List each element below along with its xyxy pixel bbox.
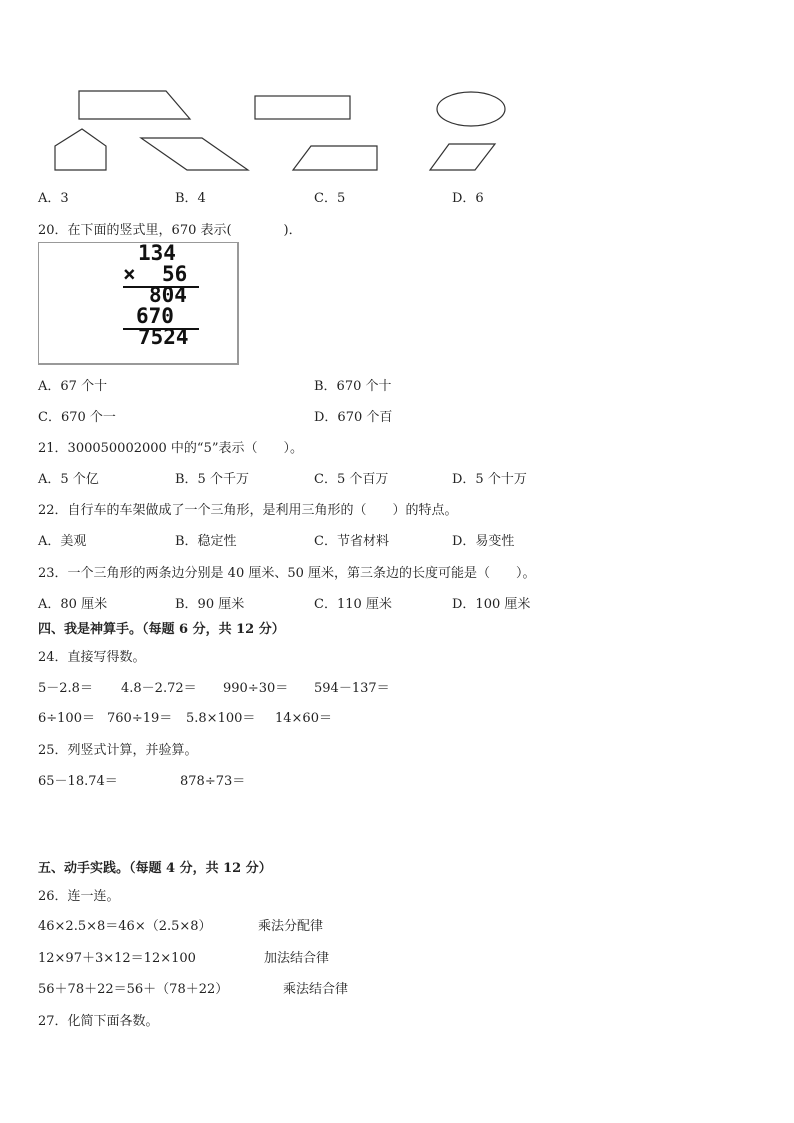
q24-item: 990÷30＝ <box>223 681 289 696</box>
rhombus-shape <box>430 144 495 170</box>
q26-left-item: 46×2.5×8＝46×（2.5×8） <box>38 919 212 934</box>
ellipse-shape <box>437 92 505 126</box>
calc-product: 7524 <box>138 325 189 349</box>
q21-option-c: C．5 个百万 <box>314 472 389 487</box>
q20-option-c: C．670 个一 <box>38 410 116 425</box>
q22-option-d: D．易变性 <box>452 534 515 549</box>
q22-stem: 22．自行车的车架做成了一个三角形，是利用三角形的（ ）的特点。 <box>38 503 458 518</box>
q27-stem: 27．化简下面各数。 <box>38 1014 159 1029</box>
q19-option-b: B．4 <box>175 191 206 206</box>
q21-stem: 21．300050002000 中的“5”表示（ ）。 <box>38 441 303 456</box>
q19-option-a: A．3 <box>38 191 69 206</box>
trapezoid-shape <box>79 91 190 119</box>
q22-option-b: B．稳定性 <box>175 534 237 549</box>
calc-partial-2: 670 <box>136 304 174 328</box>
q21-option-b: B．5 个千万 <box>175 472 249 487</box>
q26-right-item: 乘法结合律 <box>283 982 349 997</box>
section-4-title: 四、我是神算手。（每题 6 分，共 12 分） <box>38 622 285 637</box>
q26-right-item: 乘法分配律 <box>258 919 324 934</box>
q20-stem: 20．在下面的竖式里，670 表示( )． <box>38 223 302 238</box>
q23-stem: 23．一个三角形的两条边分别是 40 厘米、50 厘米，第三条边的长度可能是（ ）。 <box>38 566 536 581</box>
q20-option-b: B．670 个十 <box>314 379 392 394</box>
q21-option-a: A．5 个亿 <box>38 472 99 487</box>
q19-shapes-figure <box>0 0 794 180</box>
q24-item: 14×60＝ <box>275 711 332 726</box>
q20-option-d: D．670 个百 <box>314 410 393 425</box>
q23-option-a: A．80 厘米 <box>38 597 108 612</box>
q23-option-c: C．110 厘米 <box>314 597 392 612</box>
q24-item: 760÷19＝ <box>107 711 173 726</box>
rectangle-shape <box>255 96 350 119</box>
q26-left-item: 12×97＋3×12＝12×100 <box>38 951 196 966</box>
pentagon-shape <box>55 129 106 170</box>
calc-multiplicand: 134 <box>138 241 176 265</box>
q20-option-a: A．67 个十 <box>38 379 108 394</box>
q19-option-d: D．6 <box>452 191 484 206</box>
q24-item: 5－2.8＝ <box>38 681 93 696</box>
trapezoid-shape-2 <box>293 146 377 170</box>
vertical-multiplication-figure <box>38 242 239 365</box>
q26-left-item: 56＋78＋22＝56＋（78＋22） <box>38 982 229 997</box>
q22-option-a: A．美观 <box>38 534 87 549</box>
q22-option-c: C．节省材料 <box>314 534 389 549</box>
q24-stem: 24．直接写得数。 <box>38 650 146 665</box>
q26-stem: 26．连一连。 <box>38 889 120 904</box>
q25-stem: 25．列竖式计算，并验算。 <box>38 743 198 758</box>
q23-option-d: D．100 厘米 <box>452 597 531 612</box>
q24-item: 594－137＝ <box>314 681 390 696</box>
q21-option-d: D．5 个十万 <box>452 472 527 487</box>
q19-option-c: C．5 <box>314 191 346 206</box>
calc-multiplier: 56 <box>162 262 188 286</box>
parallelogram-shape <box>141 138 248 170</box>
q24-item: 5.8×100＝ <box>186 711 256 726</box>
q24-item: 4.8－2.72＝ <box>121 681 197 696</box>
q24-item: 6÷100＝ <box>38 711 95 726</box>
q26-right-item: 加法结合律 <box>264 951 330 966</box>
q23-option-b: B．90 厘米 <box>175 597 245 612</box>
section-5-title: 五、动手实践。（每题 4 分，共 12 分） <box>38 861 272 876</box>
calc-operator: × <box>123 262 136 286</box>
q25-item: 65－18.74＝ <box>38 774 118 789</box>
calc-partial-1: 804 <box>149 283 187 307</box>
q25-item: 878÷73＝ <box>180 774 246 789</box>
